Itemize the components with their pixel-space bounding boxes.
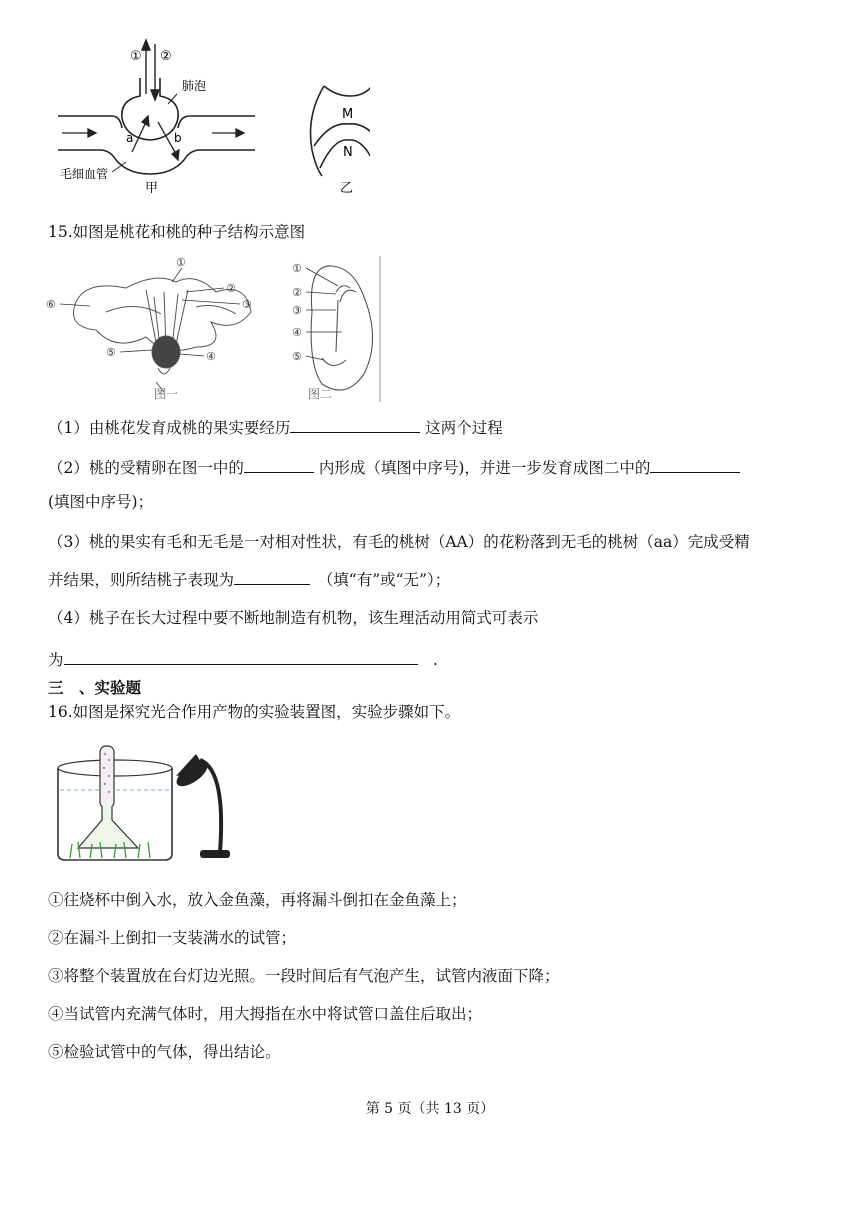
fig1-num-6: ⑥ (46, 298, 56, 311)
fig1-num-2: ② (226, 282, 236, 295)
q15-part3-cont: 并结果，则所结桃子表现为 （填“有”或“无”）； (48, 568, 450, 590)
answer-blank-2[interactable] (244, 456, 314, 473)
q15-part2-cont: (填图中序号)； (48, 493, 154, 511)
circle-1-label: ① (130, 49, 142, 64)
q15-part1: （1）由桃花发育成桃的果实要经历 这两个过程 (48, 416, 503, 438)
fig2-num-4: ④ (292, 326, 302, 339)
fig1-num-5: ⑤ (106, 346, 116, 359)
diaphragm-top (314, 124, 370, 146)
section-3-title: 三 、实验题 (48, 678, 142, 697)
peach-flower-drawing (74, 278, 252, 392)
capillary-label: 毛细血管 (60, 167, 109, 181)
fig1-num-4: ④ (206, 350, 216, 363)
q16-title: 16.如图是探究光合作用产物的实验装置图，实验步骤如下。 (48, 703, 461, 721)
beaker-setup (58, 746, 172, 860)
answer-blank-4[interactable] (234, 568, 310, 585)
fig2-num-1: ① (292, 262, 302, 275)
q15-title: 15.如图是桃花和桃的种子结构示意图 (48, 223, 306, 241)
label-M: M (342, 107, 354, 122)
figure-peach-flower-seed (46, 252, 386, 404)
caption-jia: 甲 (145, 181, 159, 196)
label-b: b (174, 131, 182, 145)
q15-part4-cont: 为 . (48, 648, 438, 670)
caption-fig1: 图一 (154, 387, 179, 401)
peach-seed-drawing (311, 266, 372, 390)
fig2-num-2: ② (292, 286, 302, 299)
label-a: a (126, 131, 134, 145)
label-N: N (343, 145, 353, 160)
figure-apparatus (50, 740, 250, 864)
q16-step-3: ③将整个装置放在台灯边光照。一段时间后有气泡产生，试管内液面下降； (48, 967, 560, 985)
fig2-num-3: ③ (292, 304, 302, 317)
fig2-num-5: ⑤ (292, 350, 302, 363)
circle-2-label: ② (160, 49, 172, 64)
page-footer: 第 5 页（共 13 页） (365, 1101, 495, 1117)
q15-part2: （2）桃的受精卵在图一中的 内形成（填图中序号)，并进一步发育成图二中的 (48, 456, 740, 478)
q16-step-4: ④当试管内充满气体时，用大拇指在水中将试管口盖住后取出； (48, 1005, 483, 1023)
q15-part4: （4）桃子在长大过程中要不断地制造有机物，该生理活动用简式可表示 (48, 609, 539, 627)
fig1-num-1: ① (176, 256, 186, 269)
q16-step-1: ①往烧杯中倒入水，放入金鱼藻，再将漏斗倒扣在金鱼藻上； (48, 891, 467, 909)
caption-fig2: 图二 (308, 387, 333, 401)
q16-step-2: ②在漏斗上倒扣一支装满水的试管； (48, 929, 297, 947)
fig1-num-3: ③ (242, 298, 252, 311)
desk-lamp-icon (173, 754, 230, 858)
caption-yi: 乙 (340, 181, 354, 196)
q15-part3: （3）桃的果实有毛和无毛是一对相对性状，有毛的桃树（AA）的花粉落到无毛的桃树（aa）完成受精 (48, 533, 750, 551)
q16-step-5: ⑤检验试管中的气体，得出结论。 (48, 1043, 281, 1061)
figure-jia-yi (50, 38, 370, 198)
answer-blank-3[interactable] (650, 456, 740, 473)
answer-blank-5[interactable] (64, 648, 418, 665)
alveolus-label: 肺泡 (182, 79, 207, 93)
answer-blank-1[interactable] (290, 416, 420, 433)
